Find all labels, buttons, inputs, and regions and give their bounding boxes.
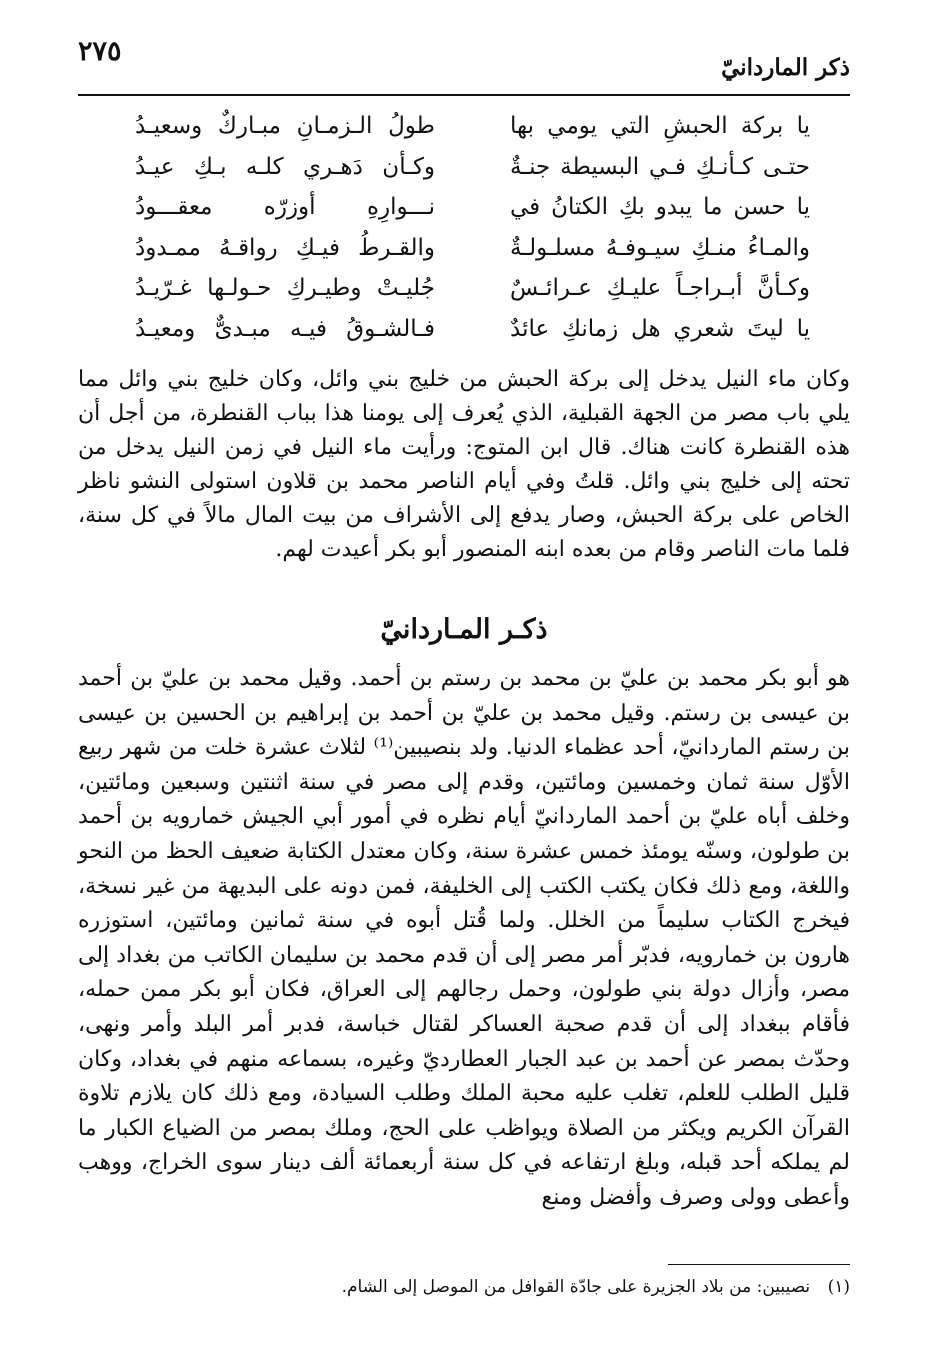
- running-header: [78, 30, 850, 96]
- verse-first-hemistich: وكـأنَّ أبـراجـاً عليـكِ عـرائـسٌ: [510, 275, 810, 301]
- verse-first-hemistich: والمـاءُ منـكِ سيـوفـهُ مسلـولـةٌ: [510, 234, 810, 261]
- verse-first-hemistich: يا بركة الحبشِ التي يومي بها: [510, 113, 810, 139]
- poem: [110, 106, 810, 349]
- verse-second-hemistich: جُليـتْ وطيـركِ حـولـها غـرّيـدُ: [135, 275, 435, 301]
- page-number: ٢٧٥: [78, 36, 122, 67]
- verse-first-hemistich: حتـى كـأنـكِ فـي البسيطة جنـةٌ: [510, 153, 810, 180]
- poem-verse: [110, 228, 810, 269]
- poem-verse: [110, 187, 810, 228]
- verse-second-hemistich: فـالشـوقُ فيـه مبـدىٌّ ومعيـدُ: [135, 315, 435, 342]
- verse-second-hemistich: طولُ الـزمـانِ مبـاركٌ وسعيـدُ: [135, 113, 435, 139]
- footnote: [78, 1272, 850, 1302]
- footnote-divider: [668, 1264, 850, 1265]
- verse-second-hemistich: وكـأن دَهـري كلـه بـكِ عيـدُ: [135, 153, 435, 180]
- footnote-marker: (١): [827, 1277, 850, 1297]
- poem-verse: [110, 147, 810, 188]
- footnote-text: نصيبين: من بلاد الجزيرة على جادّة القوافل من الموصل إلى الشام.: [341, 1277, 811, 1297]
- verse-second-hemistich: والقـرطُ فيـكِ رواقـهُ ممـدودُ: [135, 234, 435, 261]
- section-heading: ذكـر المـاردانيّ: [380, 614, 548, 645]
- verse-second-hemistich: نـــوارِهِ أوزرّه معقـــودُ: [135, 194, 435, 220]
- verse-first-hemistich: يا حسن ما يبدو بكِ الكتانُ في: [510, 194, 810, 220]
- poem-verse: [110, 268, 810, 309]
- poem-verse: [110, 309, 810, 350]
- section-body: هو أبو بكر محمد بن عليّ بن محمد بن رستم بن أحمد. وقيل محمد بن عليّ بن أحمد بن عيسى بن رستم. وقيل محمد بن عليّ بن أحمد بن إبراهيم بن الحسين بن عيسى بن رستم الماردانيّ، أحد عظماء الدنيا. ولد بنصيبين⁽¹⁾ لثلاث عشرة خلت من شهر ربيع الأوّل سنة ثمان وخمسين ومائتين، وقدم إلى مصر في سنة اثنتين وسبعين ومائتين، وخلف أباه عليّ بن أحمد الماردانيّ أيام نظره في أمور أبي الجيش خمارويه بن أحمد بن طولون، وسنّه يومئذ خمس عشرة سنة، وكان معتدل الكتابة ضعيف الحظ من النحو واللغة، ومع ذلك فكان يكتب الكتب إلى الخليفة، فمن دونه على البديهة من غير نسخة، فيخرج الكتاب سليماً من الخلل. ولما قُتل أبوه في سنة ثمانين ومائتين، استوزره هارون بن خمارويه، فدبّر أمر مصر إلى أن قدم محمد بن سليمان الكاتب من بغداد إلى مصر، وأزال دولة بني طولون، وحمل رجالهم إلى العراق، فكان أبو بكر ممن حمله، فأقام ببغداد إلى أن قدم صحبة العساكر لقتال خباسة، فدبر أمر البلد وأمر ونهى، وحدّث بمصر عن أحمد بن عبد الجبار العطارديّ وغيره، بسماعه منهم في بغداد، وكان قليل الطلب للعلم، تغلب عليه محبة الملك وطلب السيادة، ومع ذلك كان يلازم تلاوة القرآن الكريم ويكثر من الصلاة ويواظب على الحج، وملك بمصر من الضياع الكبار ما لم يملكه أحد قبله، وبلغ ارتفاعه في كل سنة أربعمائة ألف دينار سوى الخراج، ووهب وأعطى وولى وصرف وأفضل ومنع: [78, 666, 850, 1210]
- poem-verse: [110, 106, 810, 147]
- running-title: ذكر الماردانيّ: [721, 54, 850, 81]
- verse-first-hemistich: يا ليتَ شعري هل زمانكِ عائدٌ: [510, 315, 810, 342]
- paragraph-birkat-al-habash: وكان ماء النيل يدخل إلى بركة الحبش من خليج بني وائل، وكان خليج بني وائل مما يلي باب مصر من الجهة القبلية، الذي يُعرف إلى يومنا هذا بباب القنطرة، من أجل أن هذه القنطرة كانت هناك. قال ابن المتوج: ورأيت ماء النيل في زمن النيل يدخل من تحته إلى خليج بني وائل. قلتُ وفي أيام الناصر محمد بن قلاون استولى النشو ناظر الخاص على بركة الحبش، وصار يدفع إلى الأشراف من بيت المال مالاً في كل سنة، فلما مات الناصر وقام من بعده ابنه المنصور أبو بكر أعيدت لهم.: [78, 367, 850, 562]
